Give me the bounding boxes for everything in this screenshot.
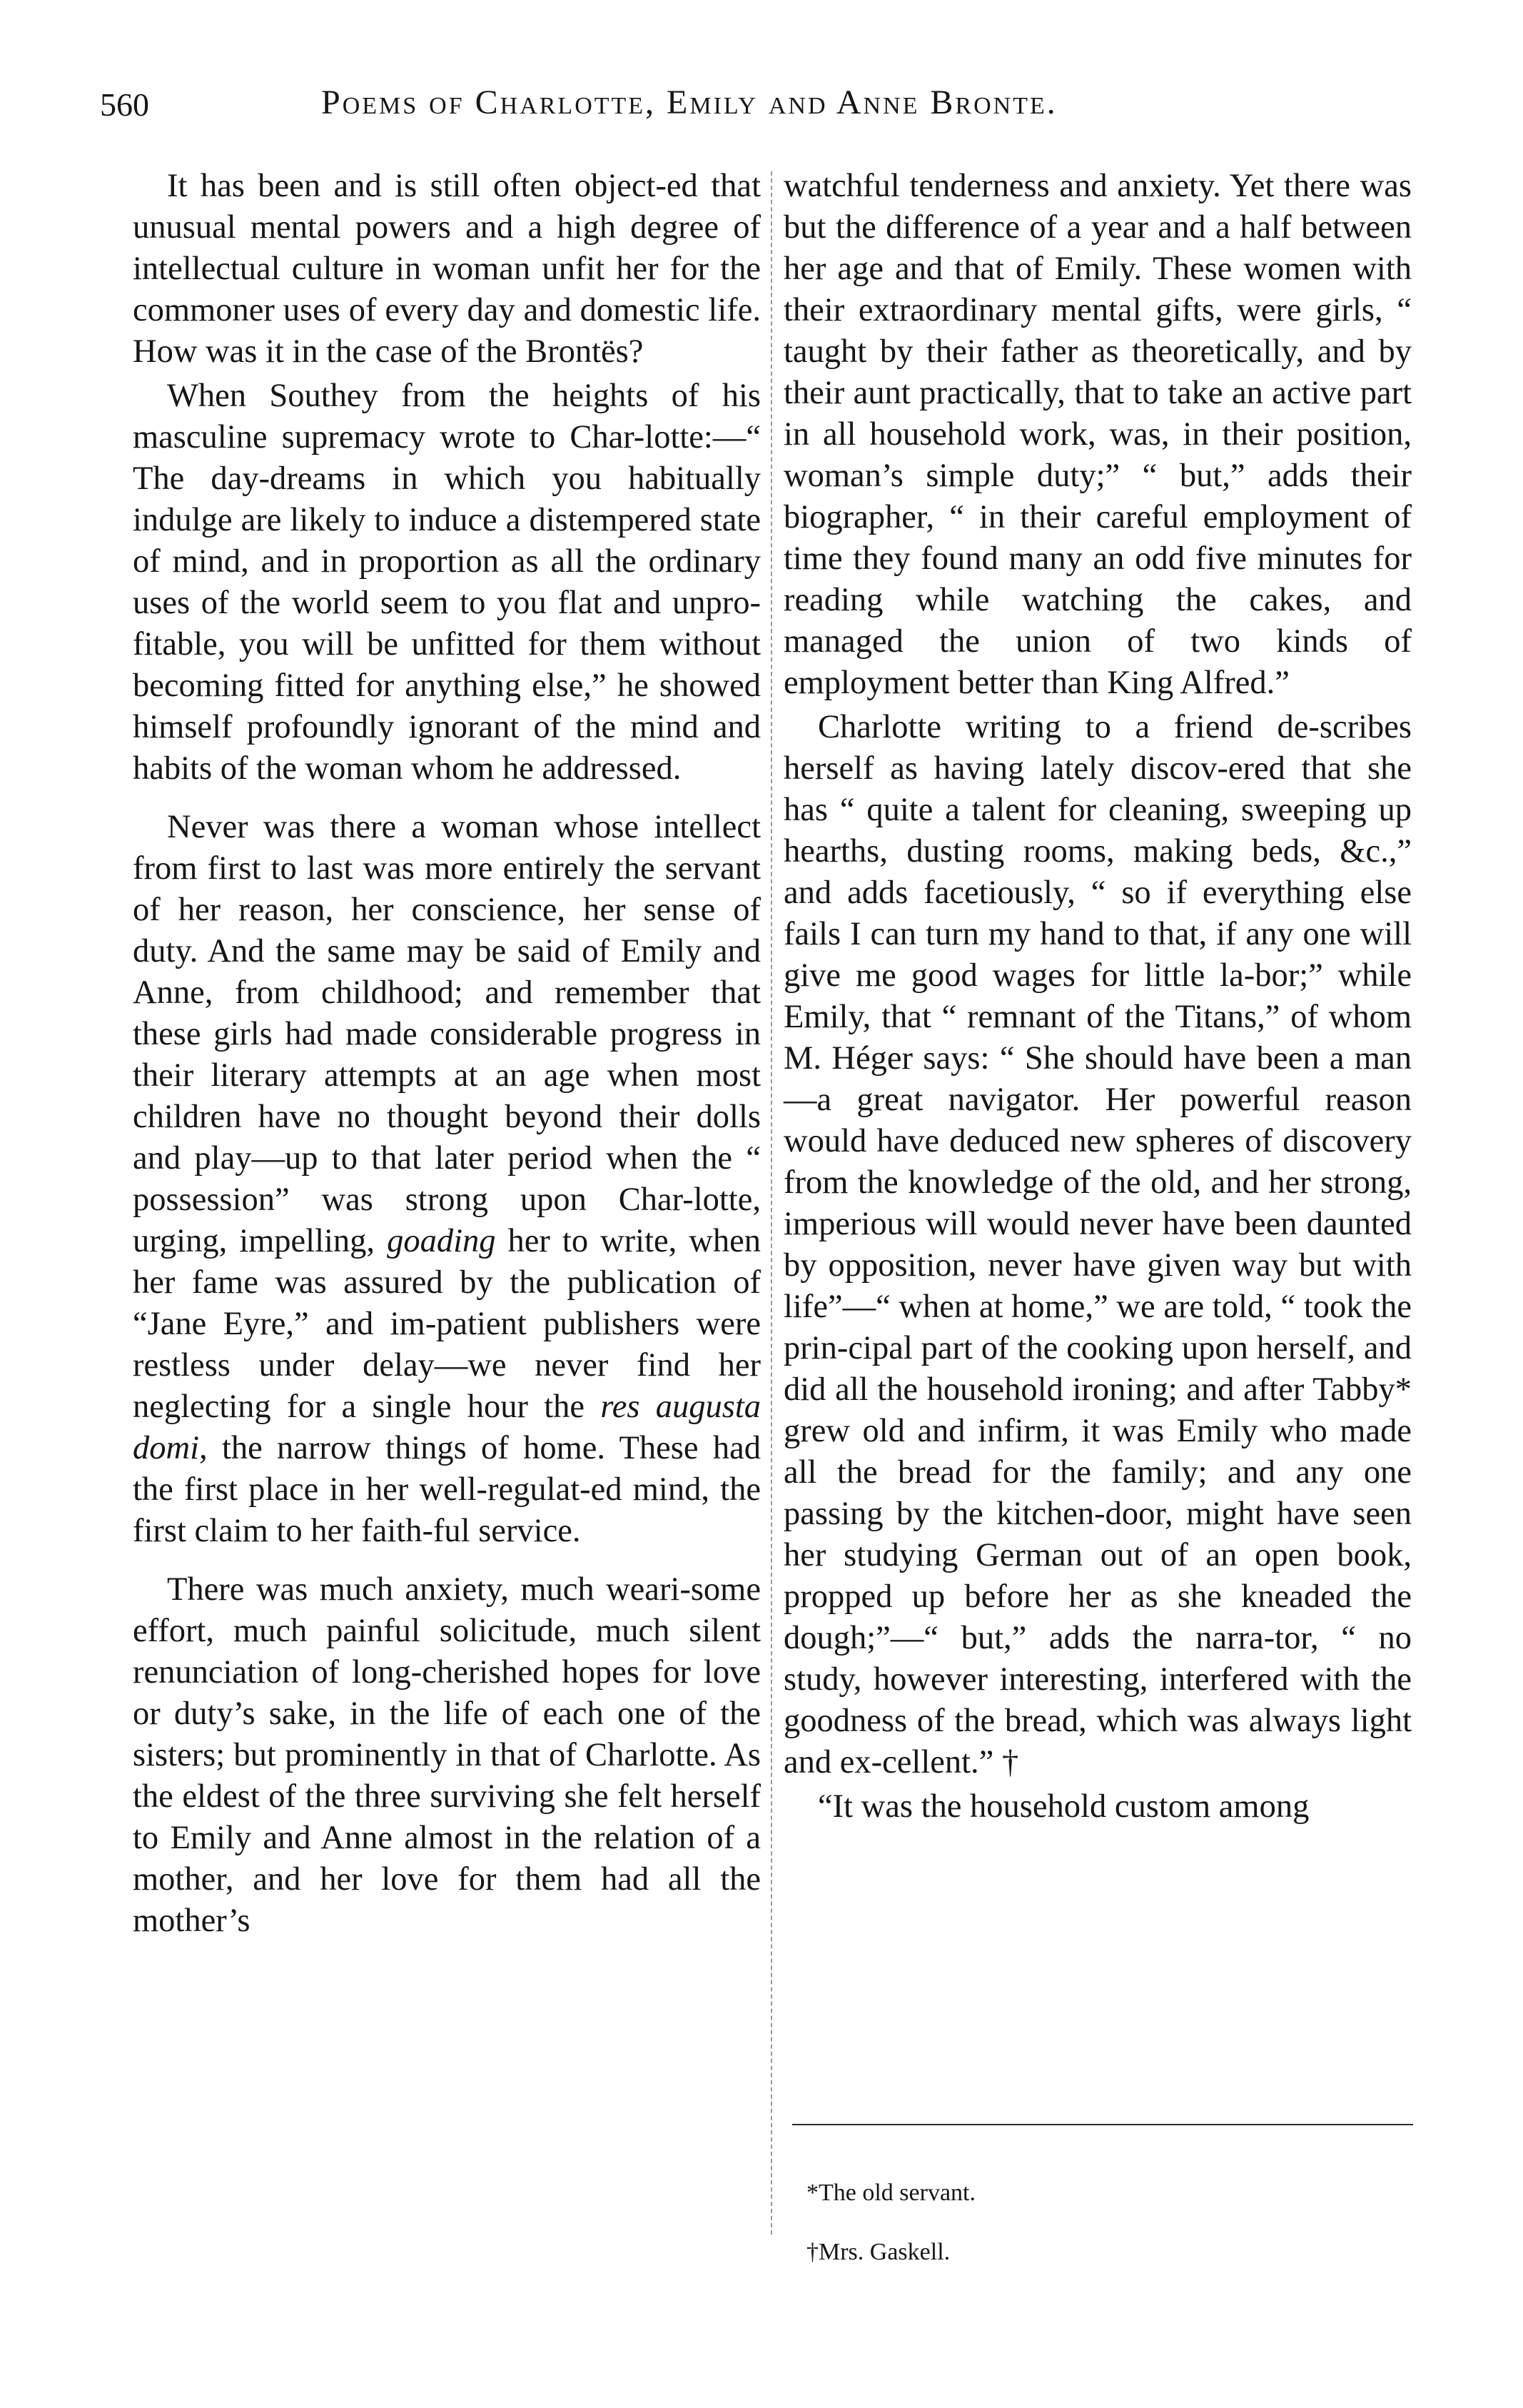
italic-text: res augusta domi, [133,1389,761,1466]
paragraph [133,807,761,1552]
right-column [784,166,1412,1828]
paragraph: There was much anxiety, much weari-some effort, much painful solicitude, much silent renunciation of long-cherished hopes for love or duty’s sake, in the life of each one of the sisters; but prominently in that of Charlotte. As the eldest of the three surviving she felt herself to Emily and Anne almost in the relation of a mother, and her love for them had all the mother’s [133,1571,761,1939]
footnote-rule [792,2124,1413,2125]
paragraph: “It was the household custom among [818,1788,1310,1825]
paragraph: When Southey from the heights of his masculine supremacy wrote to Char-lotte:—“ The day-dreams in which you habitually indulge are likely to induce a distempered state of mind, and in proportion as all the ordinary uses of the world seem to you flat and unpro-fitable, you will be unfitted for them without becoming fitted for anything else,” he showed himself profoundly ignorant of the mind and habits of the woman whom he addressed. [133,378,761,787]
text-run: her to write, when her fame was assured by the publication of “Jane Eyre,” and im-patient publishers were restless under delay—we never find her neglecting for a single hour the [133,1223,761,1425]
text-run: Never was there a woman whose intellect from first to last was more entirely the servant of her reason, her conscience, her sense of duty. And the same may be said of Emily and Anne, from childhood; and remember that these girls had made considerable progress in their literary attempts at an age when most children have no thought beyond their dolls and play—up to that later period when the “ possession” was strong upon Char-lotte, urging, impelling, [133,809,761,1259]
page-header [100,77,1442,141]
column-divider [771,171,772,2235]
page-number: 560 [100,86,149,123]
paragraph: Charlotte writing to a friend de-scribes herself as having lately discov-ered that she has “ quite a talent for cleaning, sweeping up hearths, dusting rooms, making beds, &c.,” and adds facetiously, “ so if everything else fails I can turn my hand to that, if any one will give me good wages for little la-bor;” while Emily, that “ remnant of the Titans,” of whom M. Héger says: “ She should have been a man—a great navigator. Her powerful reason would have deduced new spheres of discovery from the knowledge of the old, and her strong, imperious will would never have been daunted by opposition, never have given way but with life”—“ when at home,” we are told, “ took the prin-cipal part of the cooking upon herself, and did all the household ironing; and after Tabby* grew old and infirm, it was Emily who made all the bread for the family; and any one passing by the kitchen-door, might have seen her studying German out of an open book, propped up before her as she kneaded the dough;”—“ but,” adds the narra-tor, “ no study, however interesting, interfered with the goodness of the bread, which was always light and ex-cellent.” † [784,709,1412,1780]
paragraph: watchful tenderness and anxiety. Yet there was but the difference of a year and a half between her age and that of Emily. These women with their extraordinary mental gifts, were girls, “ taught by their father as theoretically, and by their aunt practically, that to take an active part in all household work, was, in their position, woman’s simple duty;” “ but,” adds their biographer, “ in their careful employment of time they found many an odd five minutes for reading while watching the cakes, and managed the union of two kinds of employment better than King Alfred.” [784,168,1412,701]
text-run: the narrow things of home. These had the first place in her well-regulat-ed mind, the first claim to her faith-ful service. [133,1430,761,1549]
footnote: †Mrs. Gaskell. [806,2239,951,2265]
italic-text: goading [387,1223,496,1259]
paragraph: It has been and is still often object-ed that unusual mental powers and a high degree of intellectual culture in woman unfit her for the commoner uses of every day and domestic life. How was it in the case of the Brontës? [133,168,761,370]
footnote: *The old servant. [806,2180,976,2206]
running-title: Poems of Charlotte, Emily and Anne Bronte. [321,84,1058,121]
left-column [133,166,761,1942]
